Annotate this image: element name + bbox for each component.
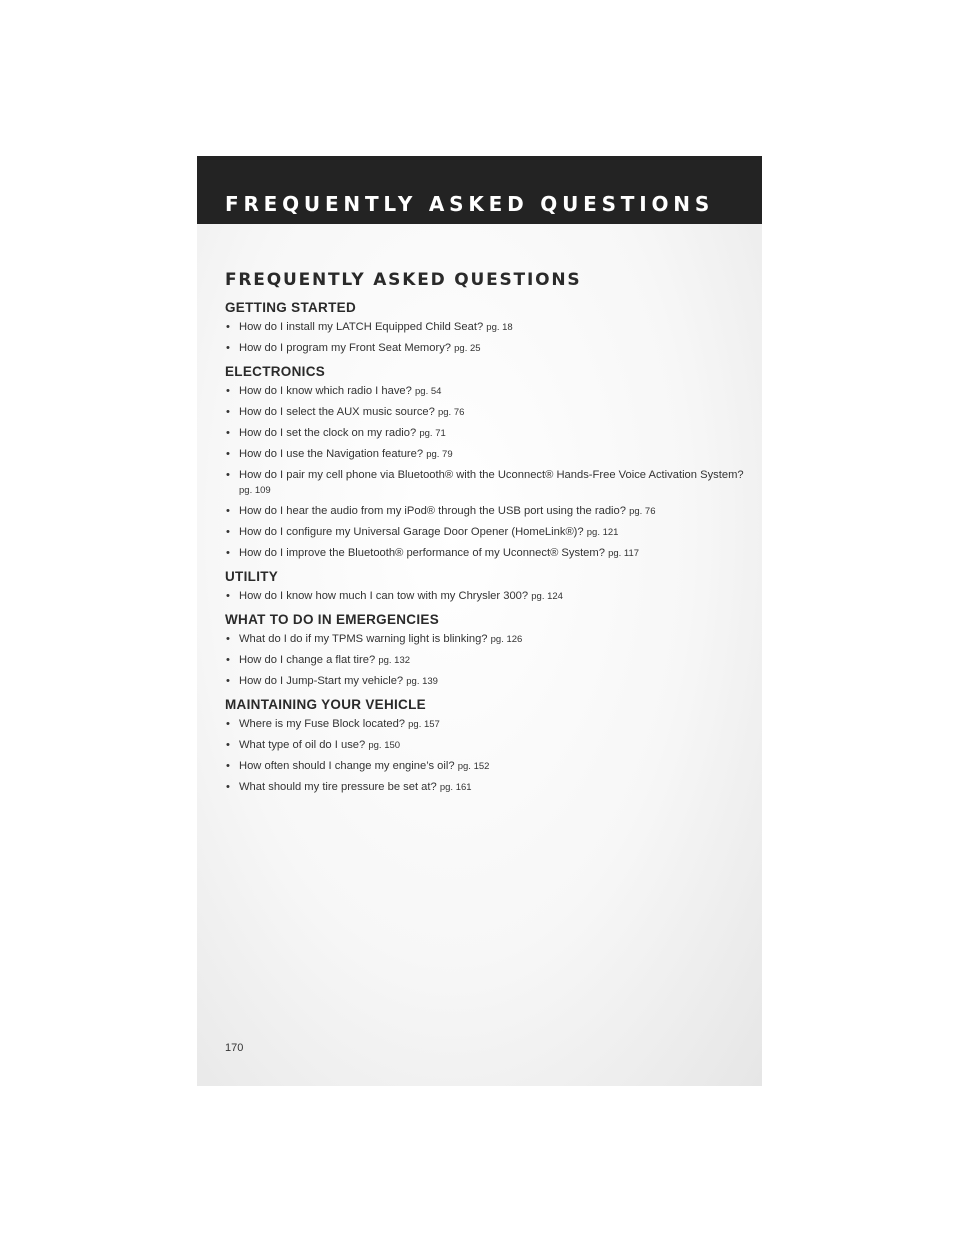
faq-item[interactable]: • How do I use the Navigation feature? pg. 79: [226, 448, 453, 460]
faq-item[interactable]: • How do I pair my cell phone via Bluetooth® with the Uconnect® Hands-Free Voice Activation System? pg. 109: [226, 469, 744, 496]
section-maintaining-vehicle: [225, 697, 745, 795]
section-electronics: [225, 364, 745, 561]
page-title: FREQUENTLY ASKED QUESTIONS: [225, 270, 582, 290]
faq-list: [225, 320, 745, 356]
faq-content: [225, 270, 745, 801]
faq-item[interactable]: • How do I configure my Universal Garage Door Opener (HomeLink®)? pg. 121: [226, 526, 619, 538]
page-reference: pg. 76: [629, 506, 656, 517]
faq-item[interactable]: • What do I do if my TPMS warning light is blinking? pg. 126: [226, 633, 523, 645]
manual-page: [197, 156, 762, 1086]
section-heading: ELECTRONICS: [225, 364, 326, 379]
page-reference: pg. 76: [437, 407, 465, 418]
faq-item[interactable]: • How do I set the clock on my radio? pg. 71: [226, 427, 446, 439]
page-reference: pg. 150: [368, 740, 401, 751]
page-reference: pg. 126: [490, 634, 523, 645]
page-reference: pg. 152: [457, 761, 490, 772]
faq-item[interactable]: • How do I change a flat tire? pg. 132: [226, 654, 411, 666]
header-title: FREQUENTLY ASKED QUESTIONS: [225, 192, 715, 216]
faq-item[interactable]: • What should my tire pressure be set at? pg. 161: [226, 781, 472, 793]
header-band: [197, 156, 762, 224]
page-reference: pg. 124: [531, 591, 563, 602]
faq-list: [225, 589, 745, 604]
page-reference: pg. 25: [454, 343, 481, 354]
page-reference: pg. 71: [419, 428, 446, 439]
faq-list: [225, 717, 745, 795]
section-emergencies: [225, 612, 745, 689]
page-reference: pg. 18: [486, 322, 513, 333]
section-utility: [225, 569, 745, 604]
section-heading: UTILITY: [225, 569, 279, 584]
page-reference: pg. 121: [586, 527, 619, 538]
page-reference: pg. 79: [426, 449, 453, 460]
faq-item[interactable]: • How often should I change my engine’s oil? pg. 152: [226, 760, 490, 772]
faq-item[interactable]: • What type of oil do I use? pg. 150: [226, 739, 401, 751]
page-reference: pg. 161: [439, 782, 472, 793]
faq-item[interactable]: • How do I select the AUX music source? pg. 76: [226, 406, 465, 418]
section-getting-started: [225, 300, 745, 356]
faq-item[interactable]: • How do I hear the audio from my iPod® through the USB port using the radio? pg. 76: [226, 505, 656, 517]
faq-item[interactable]: • How do I program my Front Seat Memory? pg. 25: [226, 342, 481, 354]
faq-item[interactable]: • How do I install my LATCH Equipped Child Seat? pg. 18: [226, 321, 513, 333]
faq-item[interactable]: • How do I know which radio I have? pg. 54: [226, 385, 442, 397]
page-reference: pg. 139: [406, 676, 438, 687]
faq-item[interactable]: • How do I improve the Bluetooth® performance of my Uconnect® System? pg. 117: [226, 547, 640, 559]
page-reference: pg. 132: [378, 655, 411, 666]
faq-list: [225, 384, 745, 561]
faq-item[interactable]: • How do I Jump-Start my vehicle? pg. 139: [226, 675, 438, 687]
page-reference: pg. 157: [408, 719, 440, 730]
section-heading: WHAT TO DO IN EMERGENCIES: [225, 612, 440, 627]
page-reference: pg. 54: [415, 386, 442, 397]
page-reference: pg. 109: [239, 485, 271, 496]
section-heading: MAINTAINING YOUR VEHICLE: [225, 697, 426, 712]
page-number: 170: [225, 1042, 244, 1054]
page-reference: pg. 117: [608, 548, 640, 559]
faq-item[interactable]: • Where is my Fuse Block located? pg. 157: [226, 718, 440, 730]
section-heading: GETTING STARTED: [225, 300, 356, 315]
faq-list: [225, 632, 745, 689]
faq-item[interactable]: • How do I know how much I can tow with my Chrysler 300? pg. 124: [226, 590, 563, 602]
